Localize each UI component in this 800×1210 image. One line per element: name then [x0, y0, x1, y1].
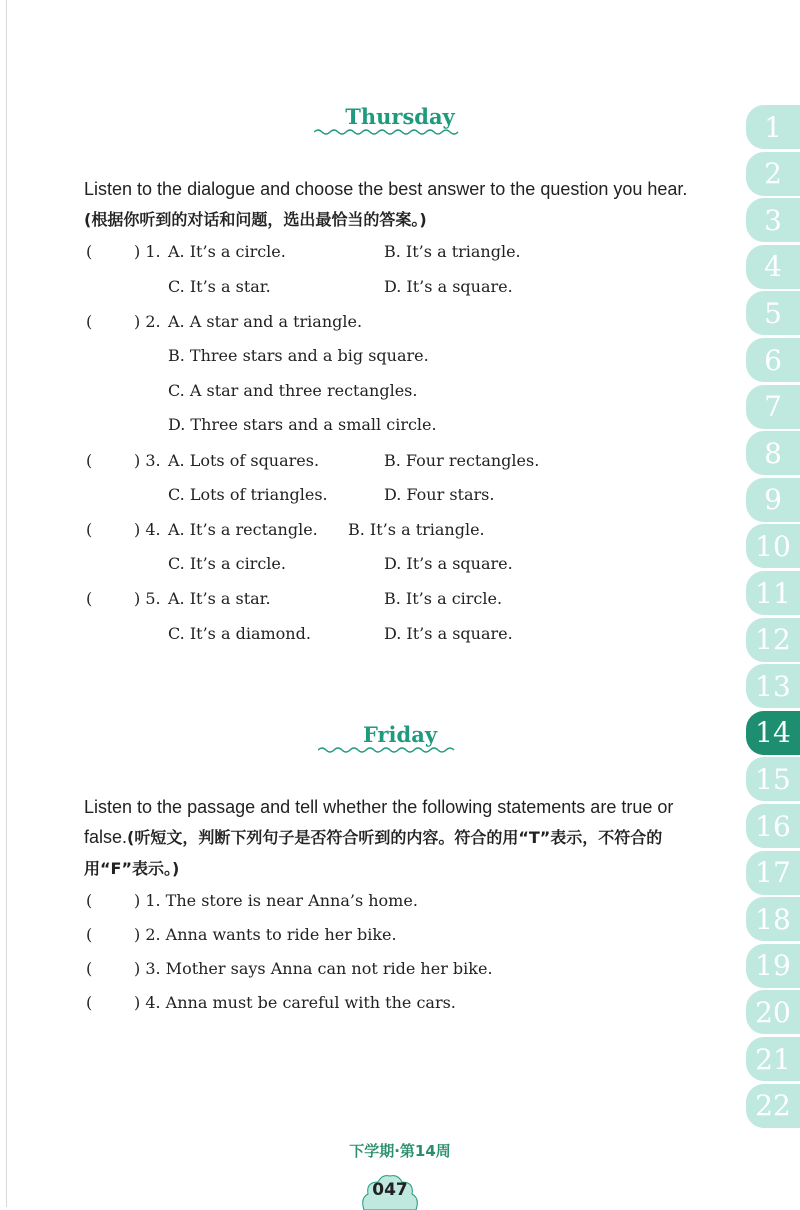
- option-b: B. It’s a circle.: [384, 589, 503, 608]
- option-c: C. A star and three rectangles.: [168, 381, 418, 400]
- week-tab-8[interactable]: 8: [746, 431, 800, 475]
- footer-semester-week: 下学期·第14周: [349, 1142, 451, 1160]
- week-tab-16[interactable]: 16: [746, 804, 800, 848]
- option-b: B. It’s a triangle.: [384, 242, 521, 261]
- option-c: C. It’s a star.: [168, 277, 271, 296]
- week-tab-9[interactable]: 9: [746, 478, 800, 522]
- statement: ) 3. Mother says Anna can not ride her bike.: [134, 959, 493, 978]
- option-a: A. It’s a star.: [168, 589, 271, 608]
- statement: ) 4. Anna must be careful with the cars.: [134, 993, 456, 1012]
- week-tab-3[interactable]: 3: [746, 198, 800, 242]
- answer-blank-open-paren: (: [86, 242, 93, 261]
- answer-blank-open-paren: (: [86, 451, 93, 470]
- week-tab-17[interactable]: 17: [746, 851, 800, 895]
- week-tab-19[interactable]: 19: [746, 944, 800, 988]
- week-tab-14[interactable]: 14: [746, 711, 800, 755]
- option-d: D. Three stars and a small circle.: [168, 415, 437, 434]
- week-tab-6[interactable]: 6: [746, 338, 800, 382]
- week-tab-22[interactable]: 22: [746, 1084, 800, 1128]
- option-a: A. It’s a rectangle.: [168, 520, 318, 539]
- friday-instruction-en: Listen to the passage and tell whether the following statements are true or false.: [84, 797, 674, 847]
- option-b: B. It’s a triangle.: [348, 520, 485, 539]
- option-c: C. It’s a diamond.: [168, 624, 311, 643]
- option-b: B. Three stars and a big square.: [168, 346, 429, 365]
- week-tab-1[interactable]: 1: [746, 105, 800, 149]
- option-a: A. It’s a circle.: [168, 242, 286, 261]
- thursday-instruction: [84, 174, 696, 235]
- question-number: ) 3.: [134, 451, 161, 470]
- answer-blank-open-paren: (: [86, 891, 93, 910]
- friday-instruction: [84, 792, 696, 884]
- answer-blank-open-paren: (: [86, 925, 93, 944]
- statement: ) 1. The store is near Anna’s home.: [134, 891, 418, 910]
- week-tab-11[interactable]: 11: [746, 571, 800, 615]
- option-d: D. It’s a square.: [384, 624, 513, 643]
- question-number: ) 2.: [134, 312, 161, 331]
- answer-blank-open-paren: (: [86, 959, 93, 978]
- week-tab-18[interactable]: 18: [746, 897, 800, 941]
- week-tab-7[interactable]: 7: [746, 385, 800, 429]
- thursday-wavy-underline: [314, 128, 460, 136]
- week-tab-20[interactable]: 20: [746, 990, 800, 1034]
- option-d: D. It’s a square.: [384, 277, 513, 296]
- option-d: D. It’s a square.: [384, 554, 513, 573]
- answer-blank-open-paren: (: [86, 993, 93, 1012]
- week-tab-4[interactable]: 4: [746, 245, 800, 289]
- statement: ) 2. Anna wants to ride her bike.: [134, 925, 397, 944]
- week-tab-5[interactable]: 5: [746, 291, 800, 335]
- week-tab-10[interactable]: 10: [746, 524, 800, 568]
- question-number: ) 4.: [134, 520, 161, 539]
- option-a: A. Lots of squares.: [168, 451, 320, 470]
- thursday-title: Thursday: [345, 104, 455, 129]
- answer-blank-open-paren: (: [86, 589, 93, 608]
- week-tab-12[interactable]: 12: [746, 618, 800, 662]
- option-b: B. Four rectangles.: [384, 451, 540, 470]
- option-c: C. Lots of triangles.: [168, 485, 328, 504]
- thursday-instruction-en: Listen to the dialogue and choose the best answer to the question you hear.: [84, 179, 688, 199]
- option-d: D. Four stars.: [384, 485, 495, 504]
- option-a: A. A star and a triangle.: [168, 312, 363, 331]
- option-c: C. It’s a circle.: [168, 554, 286, 573]
- friday-title: Friday: [362, 722, 438, 747]
- week-tab-13[interactable]: 13: [746, 664, 800, 708]
- thursday-instruction-cn: (根据你听到的对话和问题，选出最恰当的答案。): [84, 210, 427, 229]
- page-number: 047: [372, 1180, 408, 1200]
- question-number: ) 5.: [134, 589, 161, 608]
- week-tab-21[interactable]: 21: [746, 1037, 800, 1081]
- page-number-badge: [358, 1172, 422, 1210]
- friday-wavy-underline: [318, 746, 458, 754]
- week-tab-15[interactable]: 15: [746, 757, 800, 801]
- week-tab-2[interactable]: 2: [746, 152, 800, 196]
- question-number: ) 1.: [134, 242, 161, 261]
- friday-instruction-cn: (听短文，判断下列句子是否符合听到的内容。符合的用“T”表示，不符合的用“F”表示。): [84, 828, 663, 878]
- answer-blank-open-paren: (: [86, 520, 93, 539]
- page-edge: [6, 0, 7, 1207]
- answer-blank-open-paren: (: [86, 312, 93, 331]
